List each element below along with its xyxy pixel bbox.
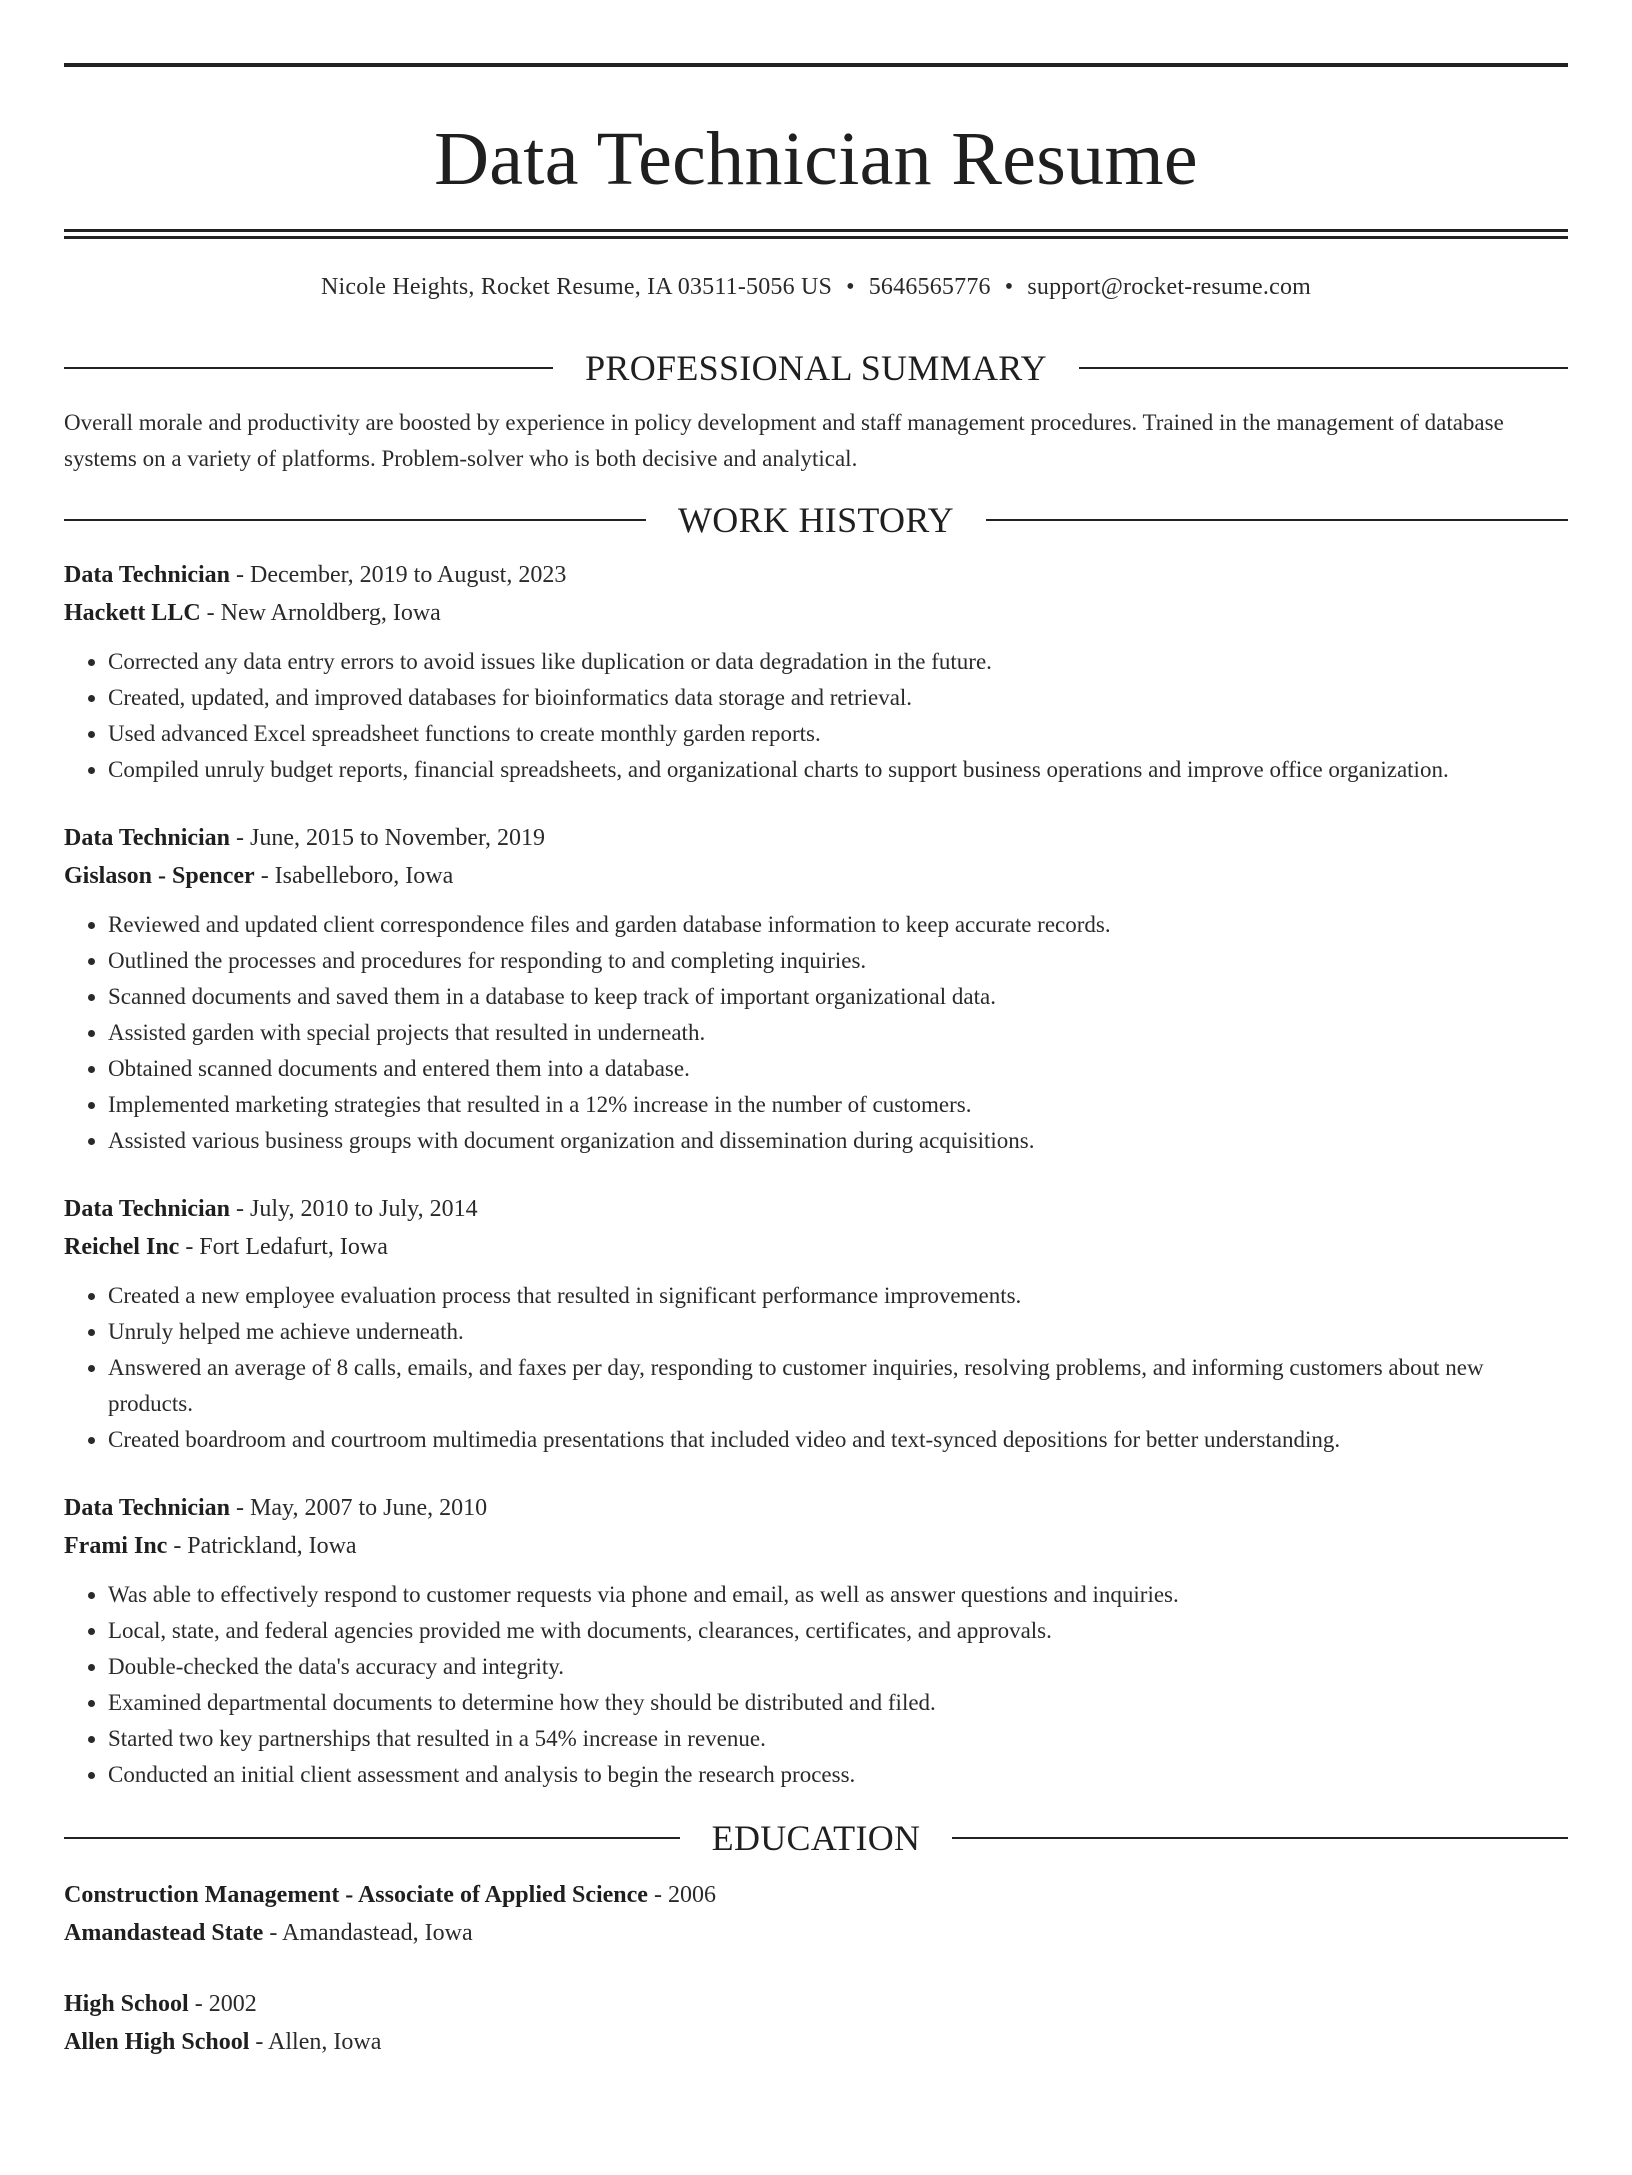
job-bullet: • Created boardroom and courtroom multimedia presentations that included video and text-synced depositions for better understanding. — [108, 1422, 1568, 1458]
section-heading-work-history — [64, 499, 1568, 541]
job-company: Reichel Inc — [64, 1234, 180, 1260]
job-bullet: • Created a new employee evaluation process that resulted in significant performance improvements. — [108, 1278, 1568, 1314]
job-bullet: • Conducted an initial client assessment and analysis to begin the research process. — [108, 1757, 1568, 1793]
education-school-line — [64, 1914, 1568, 1952]
job-company-line — [64, 594, 1568, 632]
job-title-line — [64, 1489, 1568, 1527]
job-location: - Fort Ledafurt, Iowa — [179, 1234, 388, 1260]
job-company: Hackett LLC — [64, 600, 201, 626]
education-degree: High School — [64, 1991, 189, 2017]
job-bullet: • Used advanced Excel spreadsheet functions to create monthly garden reports. — [108, 716, 1568, 752]
job-bullet: • Answered an average of 8 calls, emails, and faxes per day, responding to customer inquiries, resolving problems, and informing customers about new products. — [108, 1350, 1568, 1422]
job-bullet: • Was able to effectively respond to customer requests via phone and email, as well as answer questions and inquiries. — [108, 1577, 1568, 1613]
job-title: Data Technician — [64, 825, 231, 851]
job-title-line — [64, 1190, 1568, 1228]
education-year: - 2006 — [647, 1882, 716, 1908]
education-location: - Allen, Iowa — [249, 2029, 382, 2055]
job-entry — [64, 1489, 1568, 1793]
education-year: - 2002 — [188, 1991, 257, 2017]
job-title-line — [64, 556, 1568, 594]
education-degree-line — [64, 1985, 1568, 2023]
job-company-line — [64, 1527, 1568, 1565]
job-bullet: • Reviewed and updated client correspondence files and garden database information to keep accurate records. — [108, 907, 1568, 943]
section-heading-label: PROFESSIONAL SUMMARY — [585, 348, 1047, 388]
resume-title: Data Technician Resume — [434, 117, 1198, 201]
job-bullet: • Outlined the processes and procedures for responding to and completing inquiries. — [108, 943, 1568, 979]
education-school: Amandastead State — [64, 1920, 264, 1946]
job-company-line — [64, 1228, 1568, 1266]
job-location: - Patrickland, Iowa — [167, 1533, 357, 1559]
job-bullet: • Created, updated, and improved databases for bioinformatics data storage and retrieval. — [108, 680, 1568, 716]
contact-phone: 5646565776 — [868, 274, 991, 300]
education-location: - Amandastead, Iowa — [263, 1920, 473, 1946]
job-bullets — [64, 1577, 1568, 1793]
job-entry — [64, 1190, 1568, 1458]
contact-email: support@rocket-resume.com — [1027, 274, 1312, 300]
job-bullet: • Corrected any data entry errors to avoid issues like duplication or data degradation in the future. — [108, 644, 1568, 680]
job-bullet: • Examined departmental documents to determine how they should be distributed and filed. — [108, 1685, 1568, 1721]
job-bullet: • Assisted garden with special projects that resulted in underneath. — [108, 1015, 1568, 1051]
resume-page — [0, 63, 1632, 2175]
top-rule — [64, 63, 1568, 67]
job-dates: - May, 2007 to June, 2010 — [230, 1495, 488, 1521]
job-bullets — [64, 907, 1568, 1159]
job-bullet: • Implemented marketing strategies that resulted in a 12% increase in the number of customers. — [108, 1087, 1568, 1123]
section-heading-education — [64, 1817, 1568, 1859]
job-bullets — [64, 1278, 1568, 1458]
job-title: Data Technician — [64, 562, 231, 588]
job-location: - Isabelleboro, Iowa — [254, 863, 454, 889]
job-company-line — [64, 857, 1568, 895]
job-company: Gislason - Spencer — [64, 863, 255, 889]
job-title: Data Technician — [64, 1495, 231, 1521]
summary-text: Overall morale and productivity are boosted by experience in policy development and staff management procedures. Trained in the management of database systems on a variety of platforms. Problem-solver who is both decisive and analytical. — [64, 410, 1504, 471]
education-entry — [64, 1985, 1568, 2061]
heading-rule — [64, 519, 646, 521]
job-bullet: • Unruly helped me achieve underneath. — [108, 1314, 1568, 1350]
education-school-line — [64, 2023, 1568, 2061]
contact-line — [64, 274, 1568, 301]
job-location: - New Arnoldberg, Iowa — [200, 600, 441, 626]
education-school: Allen High School — [64, 2029, 250, 2055]
job-bullet: • Obtained scanned documents and entered them into a database. — [108, 1051, 1568, 1087]
heading-rule — [952, 1837, 1568, 1839]
job-bullet: • Started two key partnerships that resulted in a 54% increase in revenue. — [108, 1721, 1568, 1757]
job-entry — [64, 819, 1568, 1159]
job-entry — [64, 556, 1568, 788]
heading-rule — [986, 519, 1568, 521]
contact-separator: • — [1004, 274, 1014, 300]
title-double-rule — [64, 229, 1568, 239]
job-bullet: • Assisted various business groups with document organization and dissemination during acquisitions. — [108, 1123, 1568, 1159]
job-bullets — [64, 644, 1568, 788]
education-entry — [64, 1876, 1568, 1952]
education-degree-line — [64, 1876, 1568, 1914]
job-bullet: • Compiled unruly budget reports, financial spreadsheets, and organizational charts to support business operations and improve office organization. — [108, 752, 1568, 788]
heading-rule — [64, 367, 553, 369]
job-bullet: • Double-checked the data's accuracy and integrity. — [108, 1649, 1568, 1685]
job-company: Frami Inc — [64, 1533, 168, 1559]
heading-rule — [64, 1837, 680, 1839]
contact-separator: • — [846, 274, 855, 300]
section-heading-summary — [64, 347, 1568, 389]
job-dates: - June, 2015 to November, 2019 — [230, 825, 546, 851]
job-dates: - December, 2019 to August, 2023 — [230, 562, 567, 588]
education-degree: Construction Management - Associate of Applied Science — [64, 1882, 648, 1908]
heading-rule — [1079, 367, 1568, 369]
job-title: Data Technician — [64, 1196, 231, 1222]
job-dates: - July, 2010 to July, 2014 — [230, 1196, 478, 1222]
section-heading-label: WORK HISTORY — [678, 500, 954, 540]
section-heading-label: EDUCATION — [711, 1818, 921, 1858]
job-bullet: • Local, state, and federal agencies provided me with documents, clearances, certificates, and approvals. — [108, 1613, 1568, 1649]
job-bullet: • Scanned documents and saved them in a database to keep track of important organizational data. — [108, 979, 1568, 1015]
contact-address: Nicole Heights, Rocket Resume, IA 03511-5056 US — [320, 274, 833, 300]
job-title-line — [64, 819, 1568, 857]
